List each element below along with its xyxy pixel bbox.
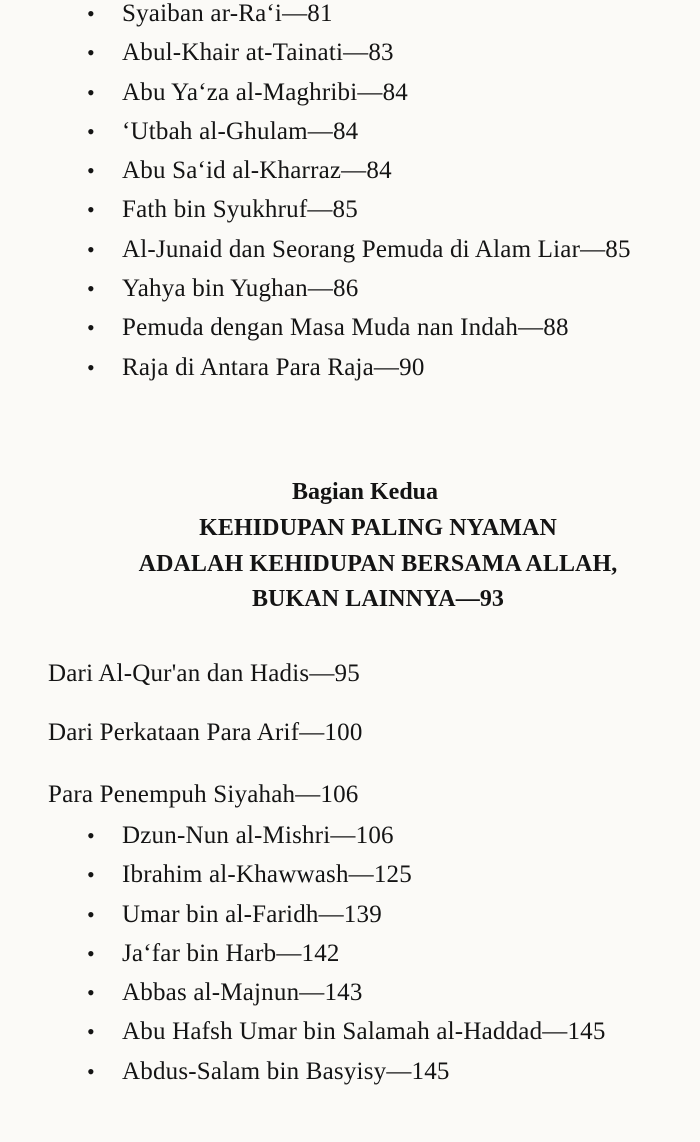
toc-item-text: Raja di Antara Para Raja—90 [122,353,425,381]
toc-item [0,73,700,112]
toc-item-text: Fath bin Syukhruf—85 [122,196,358,224]
section-heading [0,474,700,618]
bullet-icon: • [87,40,95,66]
section-title-line: KEHIDUPAN PALING NYAMAN [199,515,557,541]
toc-item-text: Umar bin al-Faridh—139 [122,900,382,928]
toc-item-text: Pemuda dengan Masa Muda nan Indah—88 [122,314,569,342]
toc-item [0,973,700,1012]
toc-entry: Dari Perkataan Para Arif—100 [48,719,363,746]
bullet-icon: • [87,940,95,966]
toc-item-text: Abul-Khair at-Tainati—83 [122,39,394,67]
toc-item [0,308,700,347]
toc-list-bottom [0,816,700,1091]
toc-item-text: Ja‘far bin Harb—142 [122,939,340,967]
toc-item [0,190,700,229]
toc-item-text: Abbas al-Majnun—143 [122,979,363,1007]
section-title-line: BUKAN LAINNYA—93 [251,586,505,612]
bullet-icon: • [87,315,95,341]
toc-item [0,230,700,269]
toc-item [0,1052,700,1091]
bullet-icon: • [87,158,95,184]
bullet-icon: • [87,1058,95,1084]
toc-item-text: Al-Junaid dan Seorang Pemuda di Alam Liar—85 [122,235,631,263]
toc-item [0,0,700,33]
bullet-icon: • [87,823,95,848]
bullet-icon: • [87,354,95,380]
toc-item [0,151,700,190]
section-label: Bagian Kedua [291,479,439,505]
toc-entry: Dari Al-Qur'an dan Hadis—95 [48,660,360,687]
bullet-icon: • [87,276,95,302]
toc-item [0,348,700,387]
toc-item-text: Ibrahim al-Khawwash—125 [122,861,412,889]
toc-item-text: Yahya bin Yughan—86 [122,275,359,303]
toc-item-text: Abu Sa‘id al-Kharraz—84 [122,157,392,185]
toc-item [0,33,700,72]
bullet-icon: • [87,901,95,927]
toc-item [0,112,700,151]
toc-item [0,895,700,934]
bullet-icon: • [87,980,95,1006]
bullet-icon: • [87,1019,95,1045]
toc-item-text: Abdus-Salam bin Basyisy—145 [122,1057,450,1085]
section-title-line: ADALAH KEHIDUPAN BERSAMA ALLAH, [138,550,618,577]
toc-item [0,269,700,308]
toc-item [0,934,700,973]
bullet-icon: • [87,118,95,144]
toc-item-text: Abu Hafsh Umar bin Salamah al-Haddad—145 [122,1018,606,1046]
toc-list-top [0,0,700,387]
bullet-icon: • [87,197,95,223]
bullet-icon: • [87,862,95,888]
toc-item-text: ‘Utbah al-Ghulam—84 [122,117,359,145]
bullet-icon: • [87,79,95,105]
bullet-icon: • [87,236,95,262]
toc-entry: Para Penempuh Siyahah—106 [48,781,359,808]
toc-item-text: Syaiban ar-Ra‘i—81 [122,0,333,27]
toc-item-text: Abu Ya‘za al-Maghribi—84 [122,78,409,106]
toc-item [0,1012,700,1051]
bullet-icon: • [87,1,95,26]
toc-item-text: Dzun-Nun al-Mishri—106 [122,822,394,849]
toc-item [0,816,700,855]
toc-item [0,855,700,894]
